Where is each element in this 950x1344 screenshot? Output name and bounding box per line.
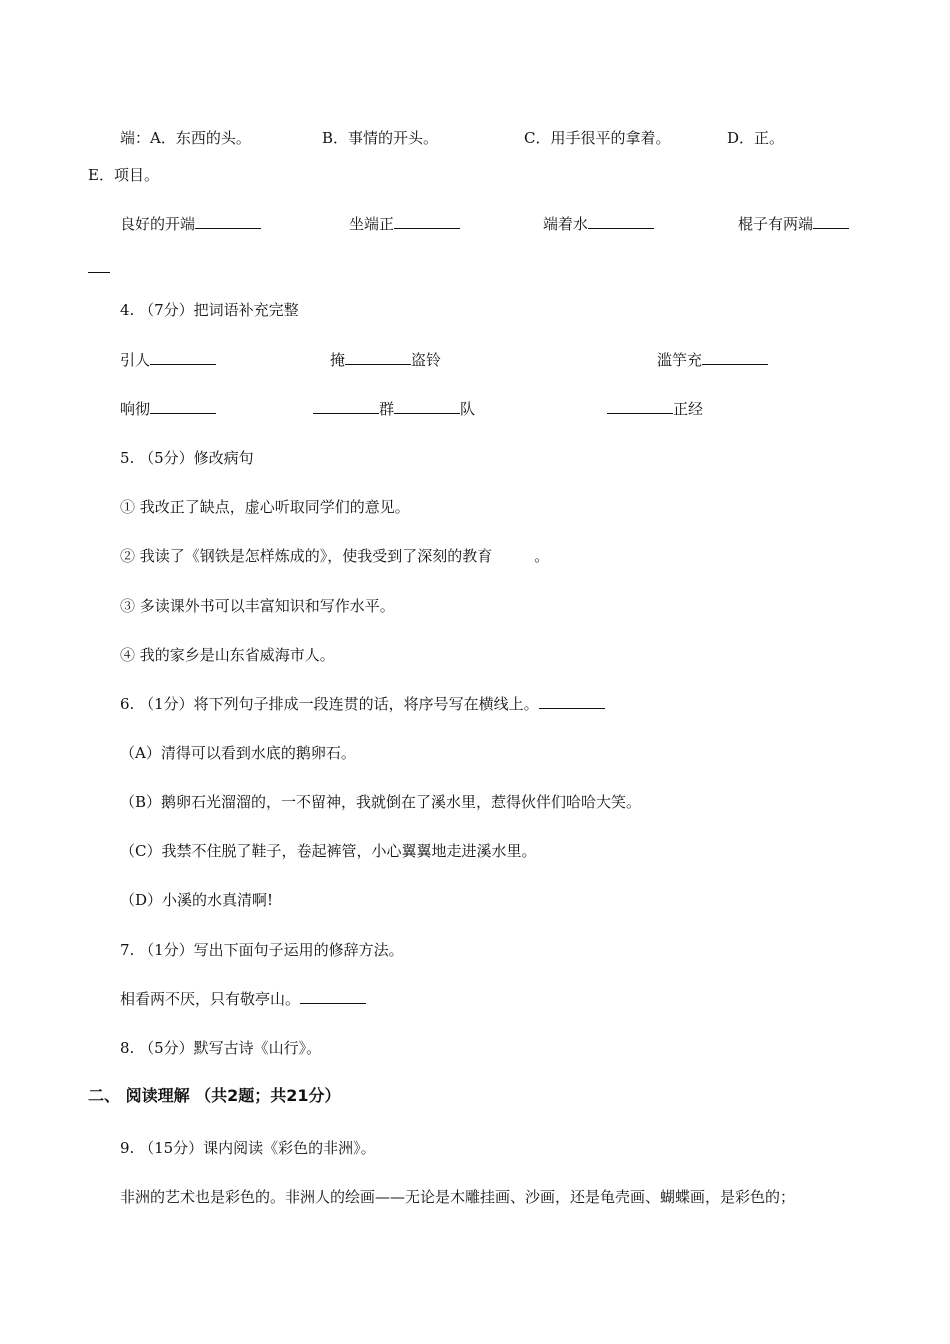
q3-item bbox=[120, 214, 261, 234]
q3-item-continuation bbox=[88, 258, 110, 278]
answer-blank[interactable] bbox=[607, 399, 673, 414]
q3-item-text: 坐端正 bbox=[349, 215, 395, 233]
answer-blank[interactable] bbox=[88, 258, 110, 273]
q4-word-text: 盗铃 bbox=[411, 351, 442, 369]
q3-item bbox=[738, 214, 849, 234]
q3-item bbox=[349, 214, 460, 234]
q3-option-e: E．项目。 bbox=[88, 166, 159, 184]
q8-title: 8. （5分）默写古诗《山行》。 bbox=[120, 1039, 322, 1057]
q4-word-text: 掩 bbox=[330, 351, 346, 369]
q6-sentence: （C）我禁不住脱了鞋子，卷起裤管，小心翼翼地走进溪水里。 bbox=[120, 842, 537, 860]
q7-title: 7. （1分）写出下面句子运用的修辞方法。 bbox=[120, 941, 404, 959]
section-heading: 二、 阅读理解 （共2题；共21分） bbox=[88, 1086, 341, 1105]
q6-sentence: （D）小溪的水真清啊! bbox=[120, 891, 274, 909]
q3-item-text: 端着水 bbox=[543, 215, 589, 233]
q5-sentence-text: ② 我读了《钢铁是怎样炼成的》，使我受到了深刻的教育 bbox=[120, 547, 493, 565]
answer-blank[interactable] bbox=[813, 214, 849, 229]
q6-sentence: （B）鹅卵石光溜溜的，一不留神，我就倒在了溪水里，惹得伙伴们哈哈大笑。 bbox=[120, 793, 642, 811]
q9-title: 9. （15分）课内阅读《彩色的非洲》。 bbox=[120, 1139, 376, 1157]
answer-blank[interactable] bbox=[300, 989, 366, 1004]
q4-word bbox=[120, 399, 216, 419]
q5-title: 5. （5分）修改病句 bbox=[120, 449, 254, 467]
q3-option-a: 端：A．东西的头。 bbox=[120, 129, 251, 147]
q3-item-text: 良好的开端 bbox=[120, 215, 196, 233]
answer-blank[interactable] bbox=[313, 399, 379, 414]
answer-blank[interactable] bbox=[588, 214, 654, 229]
q4-word bbox=[120, 350, 216, 370]
answer-blank[interactable] bbox=[195, 214, 261, 229]
q7-sentence bbox=[120, 989, 366, 1009]
q4-word bbox=[313, 399, 475, 419]
q4-word-text: 正经 bbox=[673, 400, 704, 418]
q4-title: 4. （7分）把词语补充完整 bbox=[120, 301, 299, 319]
answer-blank[interactable] bbox=[345, 350, 411, 365]
q4-word bbox=[330, 350, 441, 370]
q5-sentence-end: 。 bbox=[534, 547, 550, 565]
q4-word-text: 滥竽充 bbox=[657, 351, 703, 369]
q3-option-b: B．事情的开头。 bbox=[322, 129, 439, 147]
q4-word-text: 响彻 bbox=[120, 400, 151, 418]
q6-title bbox=[120, 694, 605, 714]
q4-word-text: 引人 bbox=[120, 351, 151, 369]
q3-option-d: D．正。 bbox=[727, 129, 785, 147]
answer-blank[interactable] bbox=[394, 214, 460, 229]
answer-blank[interactable] bbox=[539, 694, 605, 709]
q3-option-c: C．用手很平的拿着。 bbox=[524, 129, 671, 147]
q9-passage: 非洲的艺术也是彩色的。非洲人的绘画——无论是木雕挂画、沙画，还是龟壳画、蝴蝶画，是彩色的； bbox=[120, 1188, 796, 1206]
answer-blank[interactable] bbox=[702, 350, 768, 365]
answer-blank[interactable] bbox=[150, 399, 216, 414]
q3-item bbox=[543, 214, 654, 234]
q4-word bbox=[657, 350, 768, 370]
q5-sentence bbox=[120, 546, 549, 566]
q4-word-text: 队 bbox=[460, 400, 476, 418]
answer-blank[interactable] bbox=[150, 350, 216, 365]
q3-item-text: 棍子有两端 bbox=[738, 215, 814, 233]
q4-word-text: 群 bbox=[379, 400, 395, 418]
q5-sentence: ③ 多读课外书可以丰富知识和写作水平。 bbox=[120, 597, 395, 615]
q6-sentence: （A）清得可以看到水底的鹅卵石。 bbox=[120, 744, 356, 762]
q4-word bbox=[607, 399, 703, 419]
q6-title-text: 6. （1分）将下列句子排成一段连贯的话，将序号写在横线上。 bbox=[120, 695, 539, 713]
q5-sentence: ① 我改正了缺点，虚心听取同学们的意见。 bbox=[120, 498, 410, 516]
answer-blank[interactable] bbox=[394, 399, 460, 414]
q5-sentence: ④ 我的家乡是山东省威海市人。 bbox=[120, 646, 335, 664]
q7-sentence-text: 相看两不厌，只有敬亭山。 bbox=[120, 990, 301, 1008]
